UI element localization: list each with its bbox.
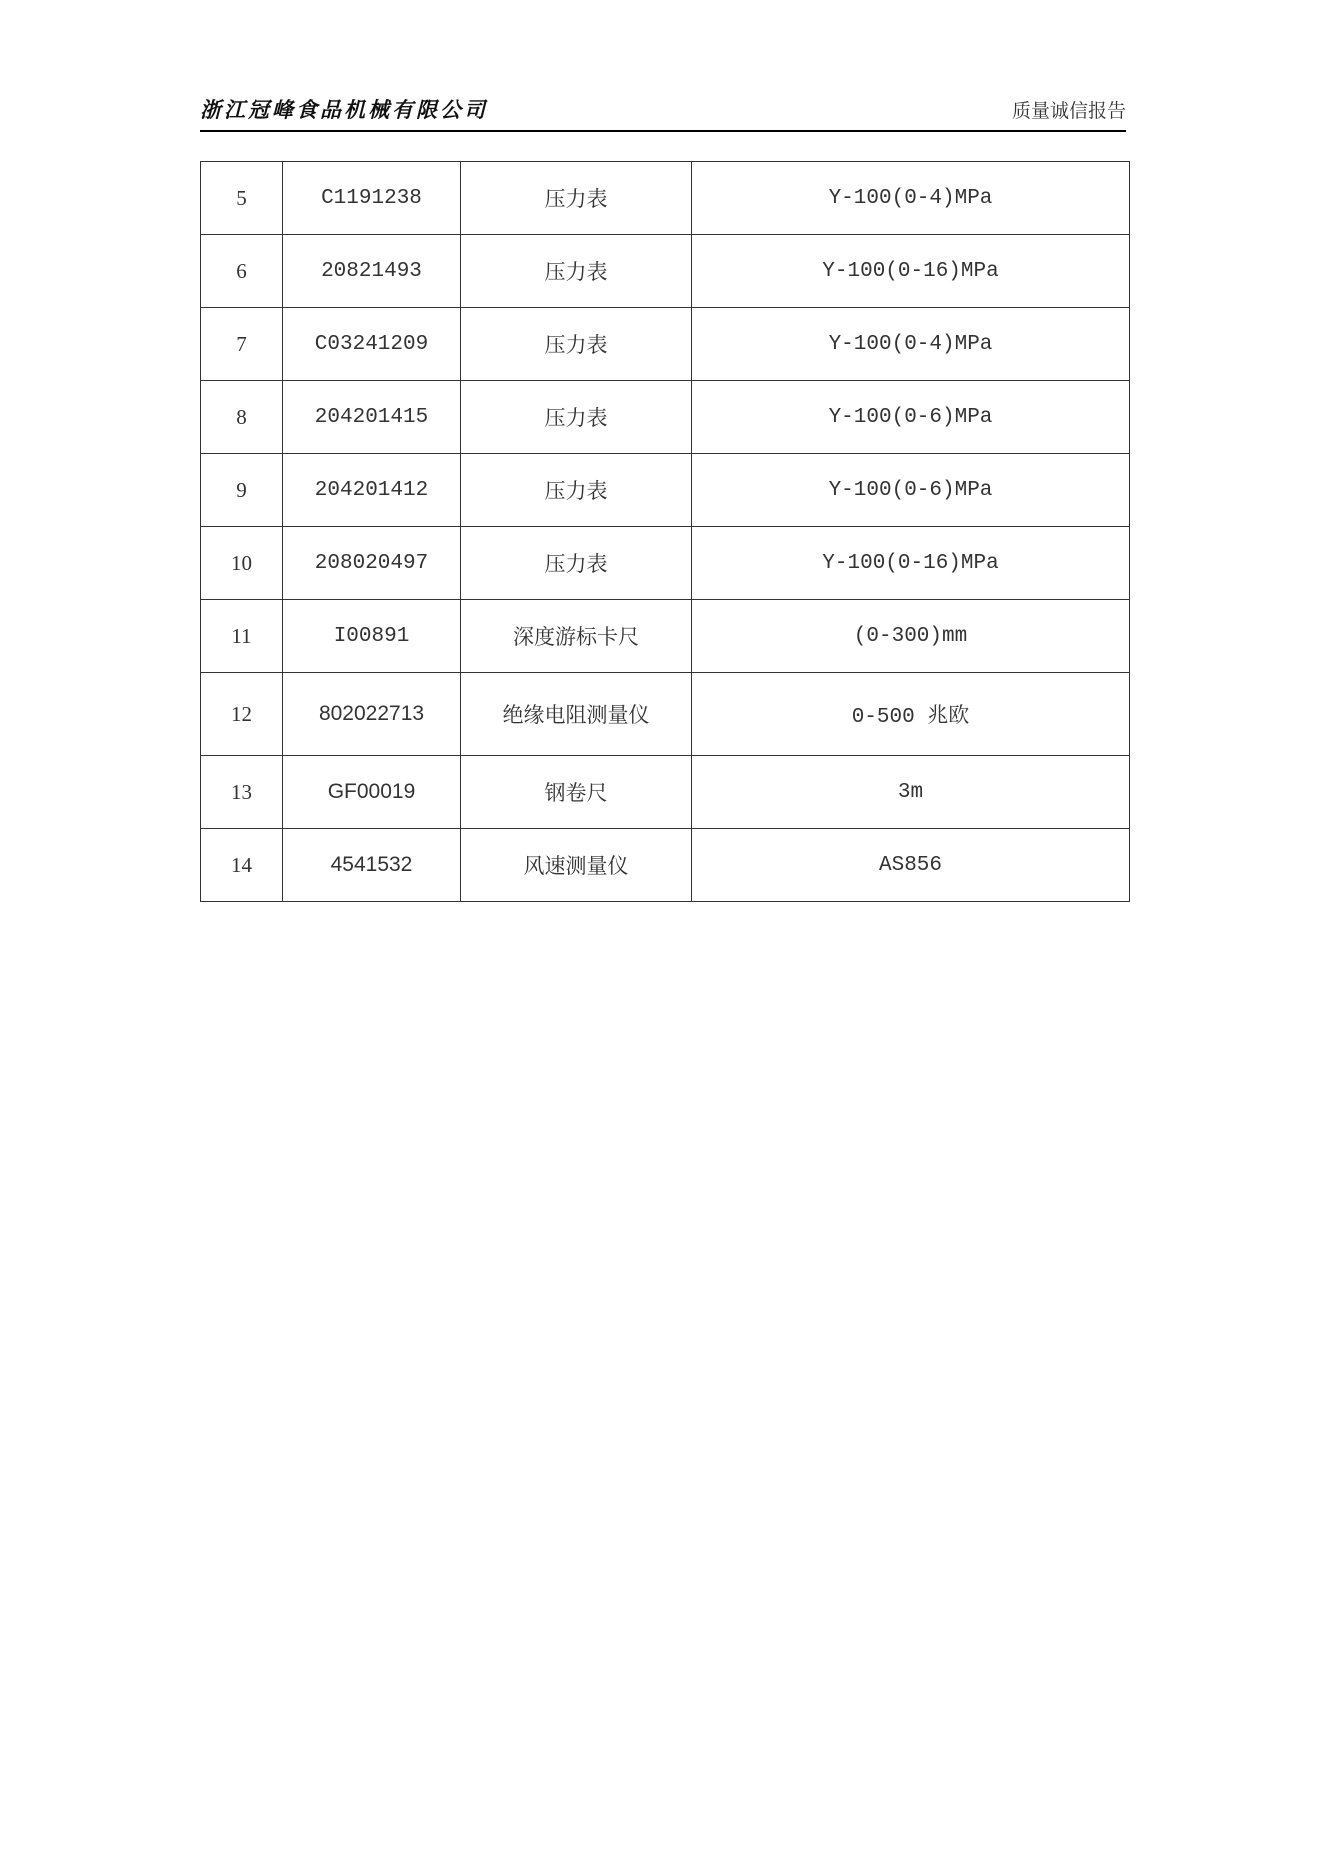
instrument-id: GF00019 — [283, 756, 461, 829]
instrument-name: 压力表 — [461, 527, 692, 600]
instrument-name: 压力表 — [461, 308, 692, 381]
table-row — [201, 162, 1130, 235]
table-row — [201, 308, 1130, 381]
instrument-spec: 0-500 兆欧 — [692, 673, 1130, 756]
instrument-id: 204201412 — [283, 454, 461, 527]
table-row — [201, 673, 1130, 756]
instrument-spec: Y-100(0-6)MPa — [692, 381, 1130, 454]
instrument-name: 压力表 — [461, 381, 692, 454]
table-row — [201, 235, 1130, 308]
instrument-spec: Y-100(0-6)MPa — [692, 454, 1130, 527]
instrument-spec: Y-100(0-4)MPa — [692, 308, 1130, 381]
instrument-id: 802022713 — [283, 673, 461, 756]
report-title: 质量诚信报告 — [1011, 100, 1126, 122]
row-number: 6 — [201, 235, 283, 308]
table-row — [201, 527, 1130, 600]
instrument-id: C03241209 — [283, 308, 461, 381]
instrument-name: 压力表 — [461, 235, 692, 308]
instrument-spec: Y-100(0-4)MPa — [692, 162, 1130, 235]
table-row — [201, 600, 1130, 673]
instrument-id: C1191238 — [283, 162, 461, 235]
table-row — [201, 829, 1130, 902]
row-number: 7 — [201, 308, 283, 381]
instrument-name: 深度游标卡尺 — [461, 600, 692, 673]
instrument-id: 204201415 — [283, 381, 461, 454]
instrument-name: 风速测量仪 — [461, 829, 692, 902]
instrument-spec: (0-300)mm — [692, 600, 1130, 673]
company-name: 浙江冠峰食品机械有限公司 — [200, 97, 488, 122]
table-row — [201, 381, 1130, 454]
instrument-spec: AS856 — [692, 829, 1130, 902]
row-number: 14 — [201, 829, 283, 902]
instrument-name: 绝缘电阻测量仪 — [461, 673, 692, 756]
row-number: 11 — [201, 600, 283, 673]
row-number: 10 — [201, 527, 283, 600]
row-number: 5 — [201, 162, 283, 235]
row-number: 9 — [201, 454, 283, 527]
instrument-name: 压力表 — [461, 454, 692, 527]
instrument-name: 压力表 — [461, 162, 692, 235]
row-number: 12 — [201, 673, 283, 756]
row-number: 13 — [201, 756, 283, 829]
instrument-spec: 3m — [692, 756, 1130, 829]
instrument-id: 4541532 — [283, 829, 461, 902]
table-row — [201, 756, 1130, 829]
instrument-spec: Y-100(0-16)MPa — [692, 235, 1130, 308]
table-row — [201, 454, 1130, 527]
page-header — [200, 94, 1126, 132]
row-number: 8 — [201, 381, 283, 454]
instrument-id: 20821493 — [283, 235, 461, 308]
instrument-id: 208020497 — [283, 527, 461, 600]
instrument-id: I00891 — [283, 600, 461, 673]
instrument-name: 钢卷尺 — [461, 756, 692, 829]
instrument-table — [200, 161, 1130, 902]
instrument-spec: Y-100(0-16)MPa — [692, 527, 1130, 600]
